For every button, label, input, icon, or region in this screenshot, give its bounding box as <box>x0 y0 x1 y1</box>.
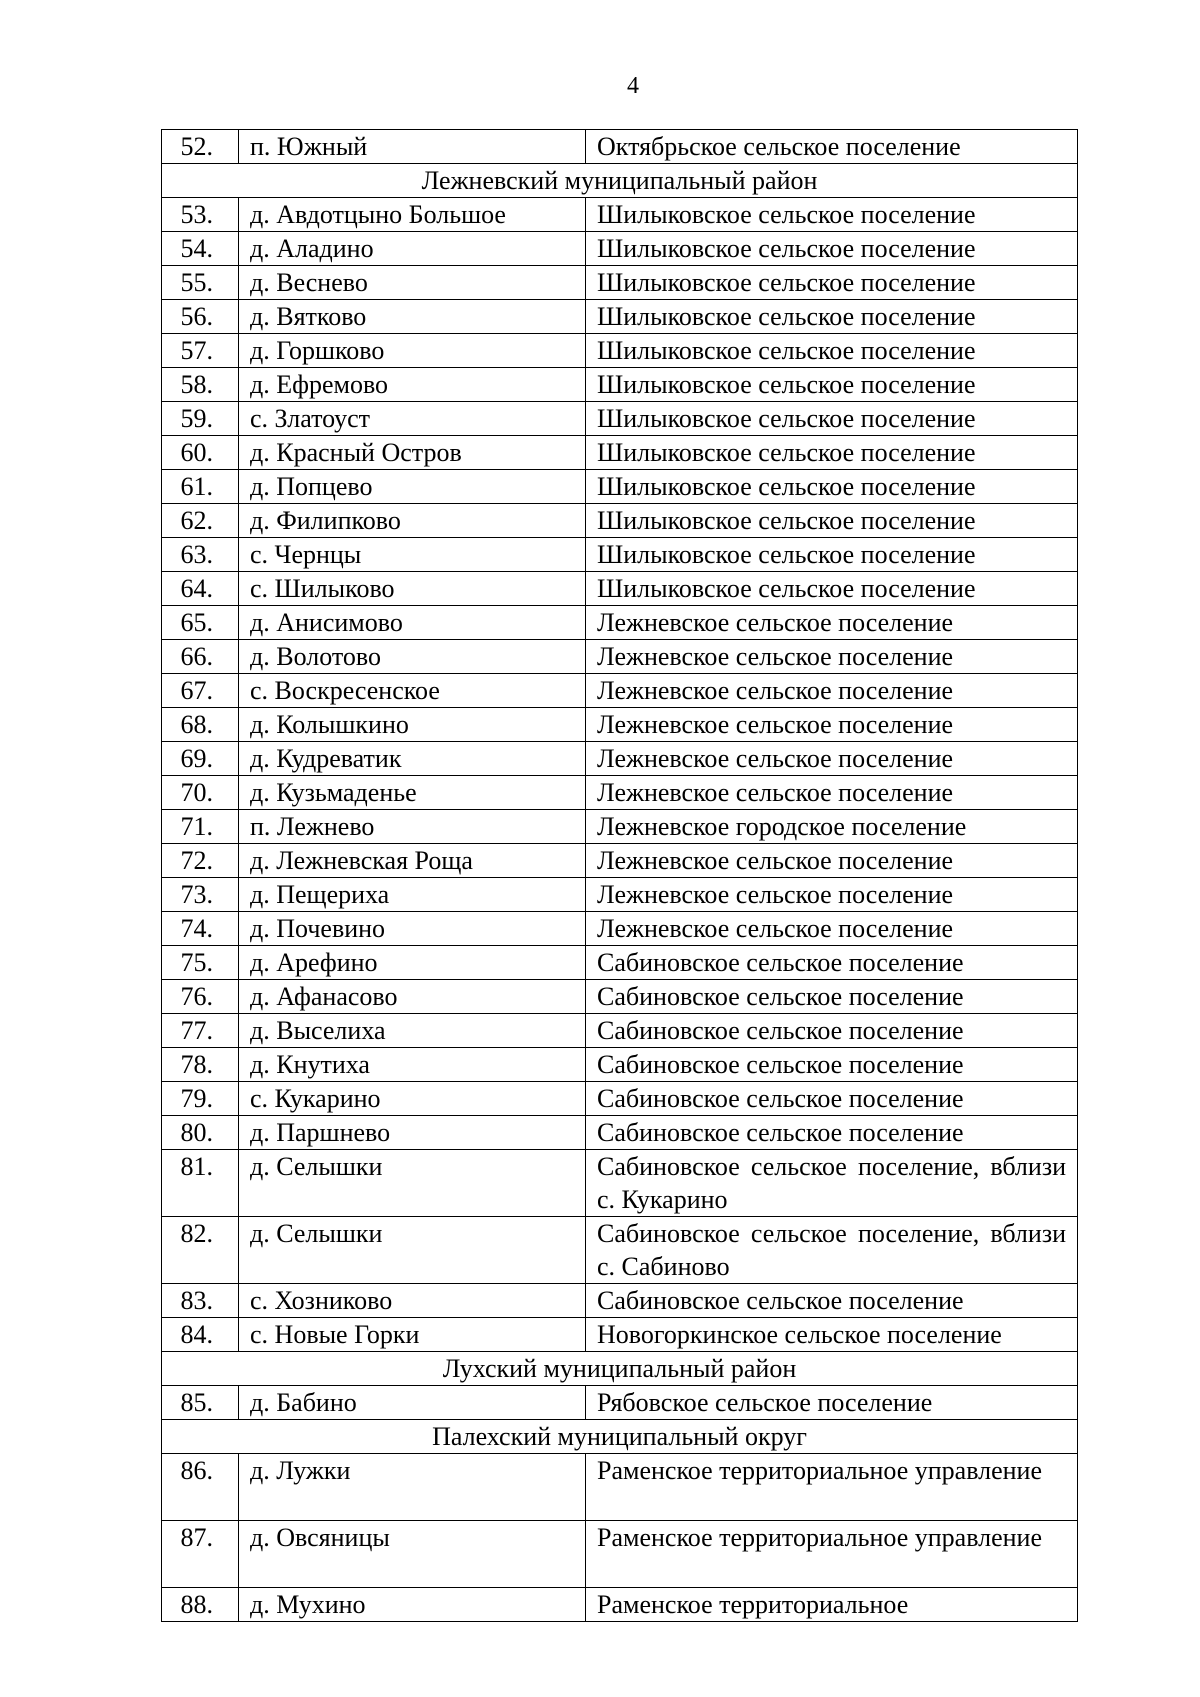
settlement-name: Лежневское сельское поселение <box>586 640 1078 674</box>
row-number: 74. <box>162 912 239 946</box>
settlement-name: Раменское территориальное <box>586 1588 1078 1622</box>
row-number: 88. <box>162 1588 239 1622</box>
row-number: 77. <box>162 1014 239 1048</box>
table-row <box>162 130 1078 164</box>
table-row <box>162 742 1078 776</box>
locality-name: д. Паршнево <box>239 1116 586 1150</box>
settlement-name: Раменское территориальное управление <box>586 1521 1078 1588</box>
row-number: 87. <box>162 1521 239 1588</box>
settlement-name: Сабиновское сельское поселение <box>586 1284 1078 1318</box>
locality-name: д. Бабино <box>239 1386 586 1420</box>
table-row <box>162 1116 1078 1150</box>
locality-name: с. Златоуст <box>239 402 586 436</box>
locality-name: д. Почевино <box>239 912 586 946</box>
table-row <box>162 640 1078 674</box>
row-number: 66. <box>162 640 239 674</box>
locality-name: д. Выселиха <box>239 1014 586 1048</box>
locality-name: д. Мухино <box>239 1588 586 1622</box>
settlement-name: Лежневское сельское поселение <box>586 606 1078 640</box>
locality-name: д. Кудреватик <box>239 742 586 776</box>
table-row <box>162 1521 1078 1588</box>
table-row <box>162 912 1078 946</box>
locality-name: д. Веснево <box>239 266 586 300</box>
district-header: Палехский муниципальный округ <box>162 1420 1078 1454</box>
locality-name: д. Селышки <box>239 1150 586 1217</box>
settlement-name: Шилыковское сельское поселение <box>586 402 1078 436</box>
table-row <box>162 1318 1078 1352</box>
settlement-name: Сабиновское сельское поселение <box>586 1014 1078 1048</box>
table-row <box>162 1284 1078 1318</box>
table-row <box>162 1217 1078 1284</box>
settlement-name: Шилыковское сельское поселение <box>586 504 1078 538</box>
table-row <box>162 708 1078 742</box>
table-row <box>162 232 1078 266</box>
row-number: 71. <box>162 810 239 844</box>
table-row <box>162 1048 1078 1082</box>
table-row <box>162 198 1078 232</box>
row-number: 68. <box>162 708 239 742</box>
row-number: 58. <box>162 368 239 402</box>
settlement-name: Шилыковское сельское поселение <box>586 334 1078 368</box>
locality-name: д. Попцево <box>239 470 586 504</box>
settlement-name: Сабиновское сельское поселение <box>586 1116 1078 1150</box>
row-number: 79. <box>162 1082 239 1116</box>
row-number: 67. <box>162 674 239 708</box>
row-number: 64. <box>162 572 239 606</box>
row-number: 56. <box>162 300 239 334</box>
locality-name: д. Лежневская Роща <box>239 844 586 878</box>
locality-name: д. Колышкино <box>239 708 586 742</box>
row-number: 61. <box>162 470 239 504</box>
row-number: 69. <box>162 742 239 776</box>
locality-name: д. Кнутиха <box>239 1048 586 1082</box>
locality-name: д. Анисимово <box>239 606 586 640</box>
table-row <box>162 776 1078 810</box>
locality-name: д. Арефино <box>239 946 586 980</box>
locality-name: д. Авдотцыно Большое <box>239 198 586 232</box>
row-number: 86. <box>162 1454 239 1521</box>
table-row <box>162 572 1078 606</box>
settlement-name: Сабиновское сельское поселение, вблизи с. Сабиново <box>586 1217 1078 1284</box>
settlements-table <box>161 129 1078 1622</box>
settlement-name: Лежневское сельское поселение <box>586 878 1078 912</box>
settlement-name: Лежневское сельское поселение <box>586 844 1078 878</box>
settlement-name: Лежневское сельское поселение <box>586 674 1078 708</box>
table-row <box>162 1014 1078 1048</box>
district-header: Лежневский муниципальный район <box>162 164 1078 198</box>
settlement-name: Шилыковское сельское поселение <box>586 266 1078 300</box>
table-row <box>162 1386 1078 1420</box>
settlement-name: Шилыковское сельское поселение <box>586 470 1078 504</box>
settlement-name: Октябрьское сельское поселение <box>586 130 1078 164</box>
row-number: 62. <box>162 504 239 538</box>
settlement-name: Сабиновское сельское поселение <box>586 946 1078 980</box>
table-row <box>162 1588 1078 1622</box>
table-row <box>162 436 1078 470</box>
table-row <box>162 1150 1078 1217</box>
locality-name: д. Вятково <box>239 300 586 334</box>
table-row <box>162 300 1078 334</box>
settlements-table-body <box>162 130 1078 1622</box>
locality-name: д. Овсяницы <box>239 1521 586 1588</box>
row-number: 63. <box>162 538 239 572</box>
settlement-name: Лежневское сельское поселение <box>586 776 1078 810</box>
row-number: 70. <box>162 776 239 810</box>
settlement-name: Шилыковское сельское поселение <box>586 572 1078 606</box>
locality-name: д. Горшково <box>239 334 586 368</box>
locality-name: п. Южный <box>239 130 586 164</box>
locality-name: с. Новые Горки <box>239 1318 586 1352</box>
locality-name: п. Лежнево <box>239 810 586 844</box>
settlement-name: Лежневское сельское поселение <box>586 708 1078 742</box>
table-row <box>162 674 1078 708</box>
table-row <box>162 980 1078 1014</box>
row-number: 65. <box>162 606 239 640</box>
settlement-name: Шилыковское сельское поселение <box>586 538 1078 572</box>
locality-name: с. Кукарино <box>239 1082 586 1116</box>
locality-name: д. Волотово <box>239 640 586 674</box>
settlement-name: Раменское территориальное управление <box>586 1454 1078 1521</box>
table-row <box>162 844 1078 878</box>
row-number: 72. <box>162 844 239 878</box>
row-number: 76. <box>162 980 239 1014</box>
district-header-row <box>162 164 1078 198</box>
table-row <box>162 1082 1078 1116</box>
locality-name: д. Селышки <box>239 1217 586 1284</box>
table-row <box>162 538 1078 572</box>
locality-name: д. Ефремово <box>239 368 586 402</box>
settlement-name: Шилыковское сельское поселение <box>586 436 1078 470</box>
district-header-row <box>162 1352 1078 1386</box>
row-number: 60. <box>162 436 239 470</box>
table-row <box>162 266 1078 300</box>
table-row <box>162 1454 1078 1521</box>
settlement-name: Сабиновское сельское поселение <box>586 1048 1078 1082</box>
table-row <box>162 470 1078 504</box>
settlement-name: Шилыковское сельское поселение <box>586 232 1078 266</box>
locality-name: д. Кузьмаденье <box>239 776 586 810</box>
locality-name: с. Шилыково <box>239 572 586 606</box>
settlement-name: Рябовское сельское поселение <box>586 1386 1078 1420</box>
locality-name: с. Хозниково <box>239 1284 586 1318</box>
settlement-name: Шилыковское сельское поселение <box>586 300 1078 334</box>
row-number: 57. <box>162 334 239 368</box>
row-number: 73. <box>162 878 239 912</box>
locality-name: с. Воскресенское <box>239 674 586 708</box>
row-number: 82. <box>162 1217 239 1284</box>
locality-name: д. Аладино <box>239 232 586 266</box>
table-row <box>162 606 1078 640</box>
settlement-name: Сабиновское сельское поселение <box>586 1082 1078 1116</box>
locality-name: д. Лужки <box>239 1454 586 1521</box>
settlement-name: Сабиновское сельское поселение <box>586 980 1078 1014</box>
locality-name: д. Красный Остров <box>239 436 586 470</box>
row-number: 55. <box>162 266 239 300</box>
table-row <box>162 368 1078 402</box>
settlement-name: Новогоркинское сельское поселение <box>586 1318 1078 1352</box>
settlement-name: Шилыковское сельское поселение <box>586 198 1078 232</box>
row-number: 80. <box>162 1116 239 1150</box>
row-number: 75. <box>162 946 239 980</box>
locality-name: д. Филипково <box>239 504 586 538</box>
settlement-name: Лежневское городское поселение <box>586 810 1078 844</box>
settlement-name: Шилыковское сельское поселение <box>586 368 1078 402</box>
row-number: 84. <box>162 1318 239 1352</box>
table-row <box>162 810 1078 844</box>
table-row <box>162 334 1078 368</box>
table-row <box>162 504 1078 538</box>
table-row <box>162 878 1078 912</box>
row-number: 52. <box>162 130 239 164</box>
table-row <box>162 402 1078 436</box>
row-number: 81. <box>162 1150 239 1217</box>
settlement-name: Лежневское сельское поселение <box>586 742 1078 776</box>
row-number: 85. <box>162 1386 239 1420</box>
row-number: 78. <box>162 1048 239 1082</box>
row-number: 53. <box>162 198 239 232</box>
locality-name: д. Афанасово <box>239 980 586 1014</box>
settlement-name: Лежневское сельское поселение <box>586 912 1078 946</box>
locality-name: д. Пещериха <box>239 878 586 912</box>
district-header-row <box>162 1420 1078 1454</box>
locality-name: с. Чернцы <box>239 538 586 572</box>
page-number: 4 <box>627 73 639 99</box>
row-number: 54. <box>162 232 239 266</box>
row-number: 59. <box>162 402 239 436</box>
settlement-name: Сабиновское сельское поселение, вблизи с. Кукарино <box>586 1150 1078 1217</box>
row-number: 83. <box>162 1284 239 1318</box>
district-header: Лухский муниципальный район <box>162 1352 1078 1386</box>
table-row <box>162 946 1078 980</box>
